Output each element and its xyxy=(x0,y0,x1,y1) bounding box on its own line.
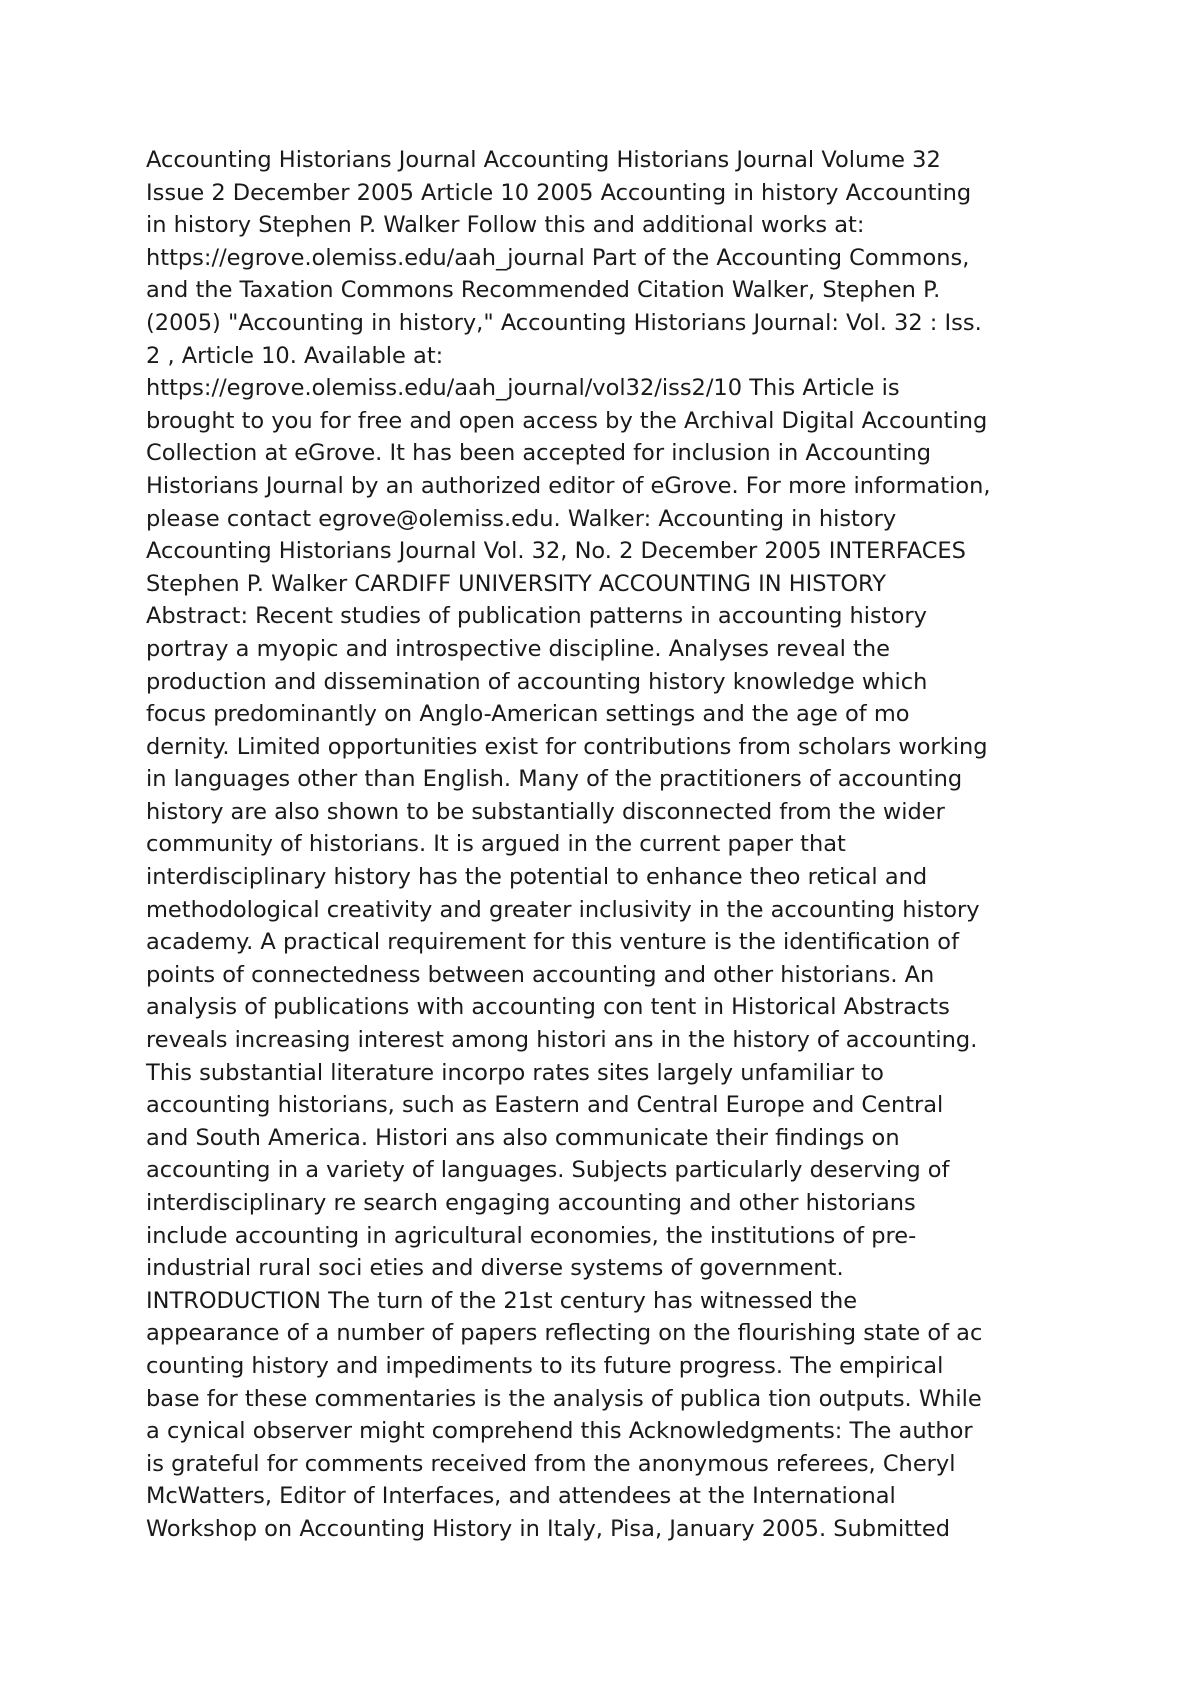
body-text xyxy=(146,144,1076,1546)
text-line: appearance of a number of papers reflecting on the flourishing state of ac xyxy=(146,1320,983,1347)
text-line: dernity. Limited opportunities exist for contributions from scholars working xyxy=(146,733,988,760)
text-line: INTRODUCTION The turn of the 21st century has witnessed the xyxy=(146,1287,858,1314)
text-line: reveals increasing interest among histori ans in the history of accounting. xyxy=(146,1027,978,1054)
text-line: Accounting Historians Journal Accounting Historians Journal Volume 32 xyxy=(146,147,941,173)
text-line: and the Taxation Commons Recommended Citation Walker, Stephen P. xyxy=(146,277,941,304)
text-line: methodological creativity and greater inclusivity in the accounting history xyxy=(146,896,980,923)
text-line: interdisciplinary history has the potential to enhance theo retical and xyxy=(146,864,928,891)
text-line: 2 , Article 10. Available at: xyxy=(146,342,444,369)
text-line: interdisciplinary re search engaging accounting and other historians xyxy=(146,1190,916,1216)
text-line: https://egrove.olemiss.edu/aah_journal Part of the Accounting Commons, xyxy=(146,244,970,271)
text-line: Accounting Historians Journal Vol. 32, No. 2 December 2005 INTERFACES xyxy=(146,538,966,565)
text-line: Collection at eGrove. It has been accepted for inclusion in Accounting xyxy=(146,440,932,467)
text-line: accounting historians, such as Eastern and Central Europe and Central xyxy=(146,1092,944,1119)
text-line: community of historians. It is argued in the current paper that xyxy=(146,831,846,858)
text-line: Workshop on Accounting History in Italy, Pisa, January 2005. Submitted xyxy=(146,1515,951,1542)
text-line: accounting in a variety of languages. Subjects particularly deserving of xyxy=(146,1157,950,1184)
text-line: McWatters, Editor of Interfaces, and attendees at the International xyxy=(146,1483,896,1510)
text-line: Abstract: Recent studies of publication patterns in accounting history xyxy=(146,603,927,630)
text-line: and South America. Histori ans also communicate their findings on xyxy=(146,1124,900,1151)
text-line: in history Stephen P. Walker Follow this and additional works at: xyxy=(146,212,865,239)
text-line: analysis of publications with accounting con tent in Historical Abstracts xyxy=(146,994,950,1021)
text-line: base for these commentaries is the analysis of publica tion outputs. While xyxy=(146,1385,982,1412)
text-line: academy. A practical requirement for this venture is the identification of xyxy=(146,929,959,956)
text-line: focus predominantly on Anglo-American settings and the age of mo xyxy=(146,701,910,728)
text-line: a cynical observer might comprehend this Acknowledgments: The author xyxy=(146,1418,973,1445)
text-line: in languages other than English. Many of the practitioners of accounting xyxy=(146,766,963,793)
text-line: history are also shown to be substantially disconnected from the wider xyxy=(146,798,945,825)
text-line: production and dissemination of accounting history knowledge which xyxy=(146,668,928,695)
text-line: points of connectedness between accounting and other historians. An xyxy=(146,961,935,988)
text-line: is grateful for comments received from the anonymous referees, Cheryl xyxy=(146,1450,956,1477)
text-line: Historians Journal by an authorized editor of eGrove. For more information, xyxy=(146,472,991,499)
text-line: (2005) "Accounting in history," Accounting Historians Journal: Vol. 32 : Iss. xyxy=(146,309,982,336)
text-line: please contact egrove@olemiss.edu. Walker: Accounting in history xyxy=(146,505,897,532)
text-line: Issue 2 December 2005 Article 10 2005 Accounting in history Accounting xyxy=(146,179,972,206)
text-line: https://egrove.olemiss.edu/aah_journal/vol32/iss2/10 This Article is xyxy=(146,375,900,402)
text-line: portray a myopic and introspective discipline. Analyses reveal the xyxy=(146,635,890,662)
text-line: Stephen P. Walker CARDIFF UNIVERSITY ACCOUNTING IN HISTORY xyxy=(146,570,886,597)
text-line: This substantial literature incorpo rates sites largely unfamiliar to xyxy=(146,1059,884,1086)
text-line: industrial rural soci eties and diverse systems of government. xyxy=(146,1255,844,1282)
text-line: counting history and impediments to its future progress. The empirical xyxy=(146,1352,944,1379)
text-line: brought to you for free and open access by the Archival Digital Accounting xyxy=(146,407,988,434)
text-line: include accounting in agricultural economies, the institutions of pre- xyxy=(146,1222,917,1249)
